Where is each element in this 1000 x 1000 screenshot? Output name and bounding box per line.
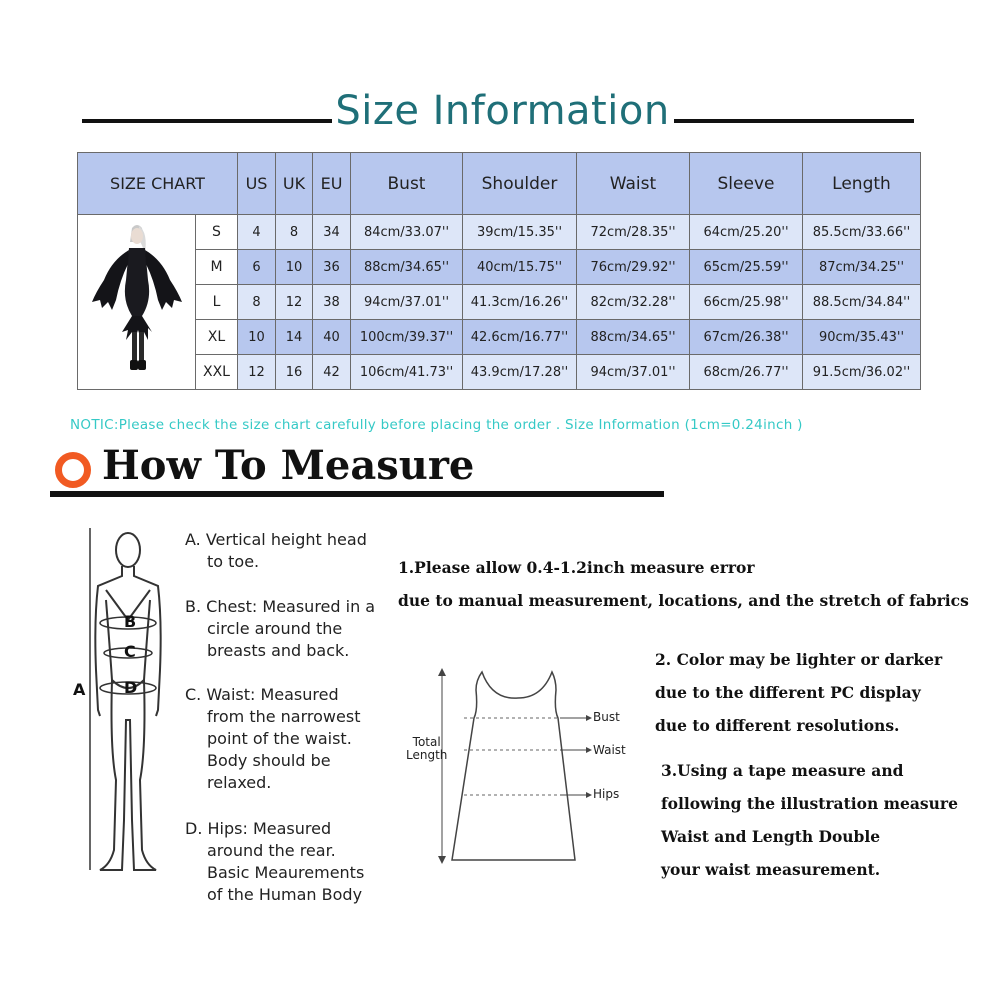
measure-a-line-1: A. Vertical height head [185, 530, 367, 549]
cell-uk: 12 [276, 285, 313, 320]
table-row [78, 250, 921, 285]
cell-waist: 82cm/32.28'' [577, 285, 690, 320]
waist-label: Waist [593, 743, 626, 757]
cell-us: 8 [238, 285, 276, 320]
note-2-line-1: 2. Color may be lighter or darker [655, 650, 943, 669]
measure-item-d [185, 818, 364, 906]
header-bust: Bust [351, 153, 463, 215]
how-to-measure-rule [50, 491, 664, 497]
header-size-chart: SIZE CHART [78, 153, 238, 215]
measure-d-line-1: D. Hips: Measured [185, 819, 332, 838]
cell-shoulder: 42.6cm/16.77'' [463, 320, 577, 355]
header-sleeve: Sleeve [690, 153, 803, 215]
dress-measure-diagram [430, 660, 630, 870]
cell-length: 87cm/34.25'' [803, 250, 921, 285]
cell-bust: 100cm/39.37'' [351, 320, 463, 355]
measure-d-line-2: around the rear. [207, 841, 336, 860]
title-rule-right [674, 119, 914, 123]
cell-us: 6 [238, 250, 276, 285]
cell-waist: 76cm/29.92'' [577, 250, 690, 285]
header-length: Length [803, 153, 921, 215]
cell-waist: 94cm/37.01'' [577, 355, 690, 390]
cell-us: 12 [238, 355, 276, 390]
measure-a-line-2: to toe. [207, 552, 260, 571]
figure-label-d: D [124, 678, 138, 697]
title-rule-left [82, 119, 332, 123]
header-eu: EU [313, 153, 351, 215]
measure-c-line-3: point of the waist. [207, 729, 352, 748]
measure-d-line-4: of the Human Body [207, 885, 363, 904]
header-waist: Waist [577, 153, 690, 215]
cell-eu: 36 [313, 250, 351, 285]
header-uk: UK [276, 153, 313, 215]
cell-uk: 14 [276, 320, 313, 355]
cell-uk: 8 [276, 215, 313, 250]
cell-eu: 34 [313, 215, 351, 250]
table-row [78, 320, 921, 355]
note-3-line-1: 3.Using a tape measure and [661, 761, 904, 780]
cell-waist: 88cm/34.65'' [577, 320, 690, 355]
size-s: S [196, 215, 238, 250]
note-3-line-3: Waist and Length Double [661, 827, 881, 846]
cell-eu: 38 [313, 285, 351, 320]
measure-b-line-2: circle around the [207, 619, 343, 638]
note-2-line-2: due to the different PC display [655, 683, 921, 702]
measure-c-line-2: from the narrowest [207, 707, 361, 726]
total-length-line-1: Total [412, 735, 441, 749]
size-xl: XL [196, 320, 238, 355]
table-row [78, 355, 921, 390]
cell-waist: 72cm/28.35'' [577, 215, 690, 250]
cell-shoulder: 43.9cm/17.28'' [463, 355, 577, 390]
cell-sleeve: 66cm/25.98'' [690, 285, 803, 320]
cell-shoulder: 39cm/15.35'' [463, 215, 577, 250]
cell-sleeve: 68cm/26.77'' [690, 355, 803, 390]
body-measure-figure [70, 520, 190, 890]
cell-sleeve: 64cm/25.20'' [690, 215, 803, 250]
note-1-line-1: 1.Please allow 0.4-1.2inch measure error [398, 558, 755, 577]
cell-bust: 88cm/34.65'' [351, 250, 463, 285]
witch-dress-figure-icon [82, 220, 192, 380]
cell-eu: 42 [313, 355, 351, 390]
cell-uk: 10 [276, 250, 313, 285]
cell-us: 10 [238, 320, 276, 355]
measure-b-line-1: B. Chest: Measured in a [185, 597, 376, 616]
header-us: US [238, 153, 276, 215]
orange-circle-icon [55, 452, 91, 488]
cell-length: 88.5cm/34.84'' [803, 285, 921, 320]
measure-d-line-3: Basic Meaurements [207, 863, 365, 882]
figure-label-c: C [124, 642, 136, 661]
measure-c-line-4: Body should be [207, 751, 331, 770]
cell-us: 4 [238, 215, 276, 250]
size-chart-table [77, 152, 921, 390]
measure-b-line-3: breasts and back. [207, 641, 350, 660]
header-shoulder: Shoulder [463, 153, 577, 215]
cell-sleeve: 65cm/25.59'' [690, 250, 803, 285]
cell-sleeve: 67cm/26.38'' [690, 320, 803, 355]
page-title: Size Information [335, 88, 670, 134]
table-header-row [78, 153, 921, 215]
cell-bust: 106cm/41.73'' [351, 355, 463, 390]
measure-c-line-1: C. Waist: Measured [185, 685, 339, 704]
total-length-label [406, 736, 447, 762]
how-to-measure-title: How To Measure [102, 442, 475, 489]
note-1-line-2: due to manual measurement, locations, and the stretch of fabrics [398, 591, 969, 610]
cell-shoulder: 40cm/15.75'' [463, 250, 577, 285]
bust-label: Bust [593, 710, 620, 724]
size-l: L [196, 285, 238, 320]
cell-bust: 84cm/33.07'' [351, 215, 463, 250]
cell-shoulder: 41.3cm/16.26'' [463, 285, 577, 320]
size-m: M [196, 250, 238, 285]
size-notice: NOTIC:Please check the size chart carefully before placing the order . Size Information (1cm=0.24inch ) [70, 417, 803, 433]
cell-uk: 16 [276, 355, 313, 390]
measure-item-c [185, 684, 360, 794]
note-3-line-4: your waist measurement. [661, 860, 881, 879]
total-length-line-2: Length [406, 748, 448, 762]
measure-c-line-5: relaxed. [207, 773, 272, 792]
cell-length: 90cm/35.43'' [803, 320, 921, 355]
cell-eu: 40 [313, 320, 351, 355]
table-row [78, 215, 921, 250]
figure-label-b: B [124, 612, 137, 631]
cell-length: 85.5cm/33.66'' [803, 215, 921, 250]
cell-bust: 94cm/37.01'' [351, 285, 463, 320]
measure-item-b [185, 596, 375, 662]
figure-label-a: A [73, 680, 86, 699]
table-row [78, 285, 921, 320]
measure-item-a [185, 529, 367, 573]
cell-length: 91.5cm/36.02'' [803, 355, 921, 390]
size-xxl: XXL [196, 355, 238, 390]
product-image [78, 215, 196, 390]
hips-label: Hips [593, 787, 620, 801]
note-3-line-2: following the illustration measure [661, 794, 958, 813]
note-2-line-3: due to different resolutions. [655, 716, 900, 735]
